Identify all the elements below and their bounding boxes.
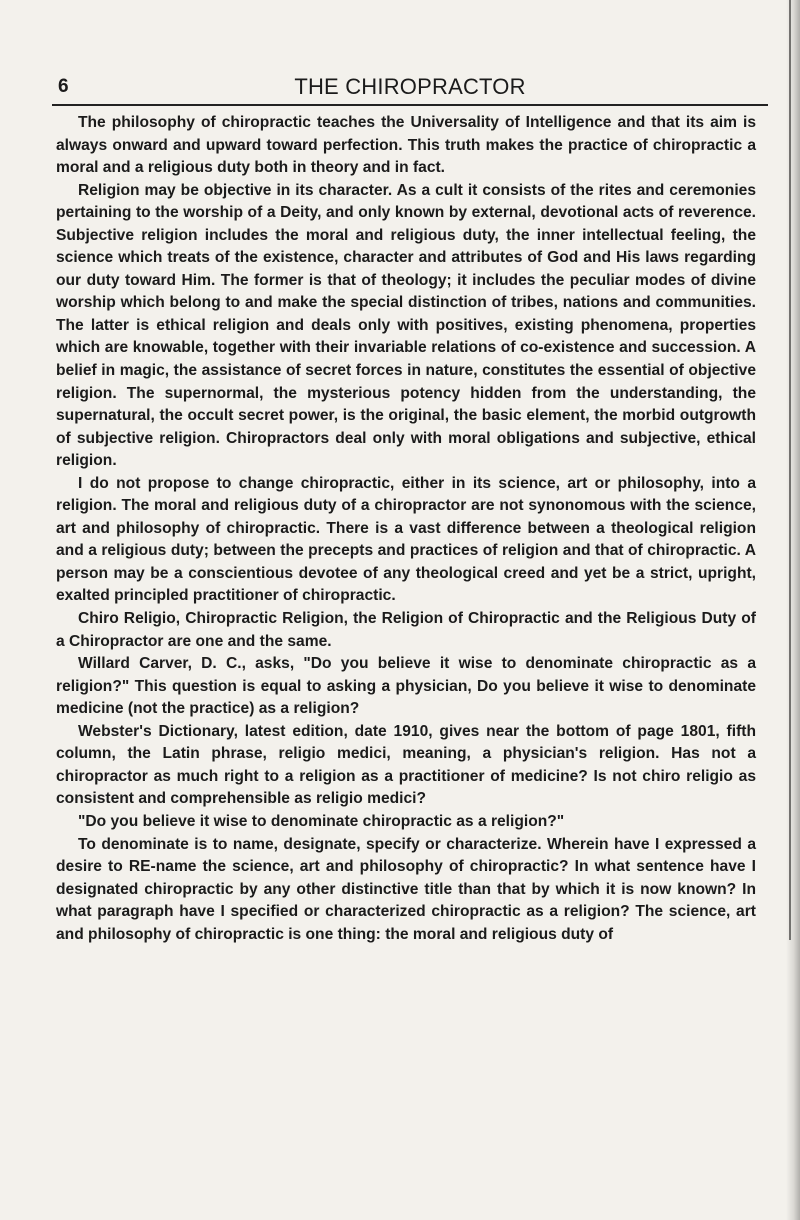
page-edge-shadow	[786, 0, 800, 1220]
running-header	[52, 74, 768, 106]
paragraph: To denominate is to name, designate, specify or characterize. Wherein have I expressed a desire to RE-name the science, art and philosophy of chiropractic? In what sentence have I designated chiropractic by any other distinctive title than that by which it is now known? In what paragraph have I specified or characterized chiropractic as a religion? The science, art and philosophy of chiropractic is one thing: the moral and religious duty of	[56, 835, 756, 943]
paragraph: I do not propose to change chiropractic, either in its science, art or philosophy, into a religion. The moral and religious duty of a chiropractor are not synonomous with the science, art and philosophy of chiropractic. There is a vast difference between a theological religion and a religious duty; between the precepts and practices of religion and that of chiropractic. A person may be a conscientious devotee of any theological creed and yet be a strict, upright, exalted principled practitioner of chiropractic.	[56, 474, 756, 605]
paragraph: "Do you believe it wise to denominate chiropractic as a religion?"	[78, 812, 565, 830]
paragraph: Webster's Dictionary, latest edition, date 1910, gives near the bottom of page 1801, fifth column, the Latin phrase, religio medici, meaning, a physician's religion. Has not a chiropractor as much right to a religion as a practitioner of medicine? Is not chiro religio as consistent and comprehensible as religio medici?	[56, 722, 756, 808]
paragraph: Religion may be objective in its character. As a cult it consists of the rites and ceremonies pertaining to the worship of a Deity, and only known by external, devotional acts of reverence. Subjective religion includes the moral and religious duty, the inner intellectual feeling, the science which treats of the existence, character and attributes of God and His laws regarding our duty toward Him. The former is that of theology; it includes the peculiar modes of divine worship which belong to and make the special distinction of tribes, nations and communities. The latter is ethical religion and deals only with positives, existing phenomena, properties which are knowable, together with their invariable relations of co-existence and succession. A belief in magic, the assistance of secret forces in nature, constitutes the essential of objective religion. The supernormal, the mysterious potency hidden from the understanding, the supernatural, the occult secret power, is the original, the basic element, the morbid outgrowth of subjective religion. Chiropractors deal only with moral obligations and subjective, ethical religion.	[56, 181, 756, 470]
body-text	[56, 112, 756, 946]
paragraph: Willard Carver, D. C., asks, "Do you believe it wise to denominate chiropractic as a religion?" This question is equal to asking a physician, Do you believe it wise to denominate medicine (not the practice) as a religion?	[56, 655, 756, 718]
running-title: THE CHIROPRACTOR	[294, 74, 526, 99]
paragraph: Chiro Religio, Chiropractic Religion, the Religion of Chiropractic and the Religious Duty of a Chiropractor are one and the same.	[56, 610, 756, 650]
page-number: 6	[58, 76, 69, 97]
paragraph: The philosophy of chiropractic teaches the Universality of Intelligence and that its aim is always onward and upward toward perfection. This truth makes the practice of chiropractic a moral and a religious duty both in theory and in fact.	[56, 114, 756, 177]
